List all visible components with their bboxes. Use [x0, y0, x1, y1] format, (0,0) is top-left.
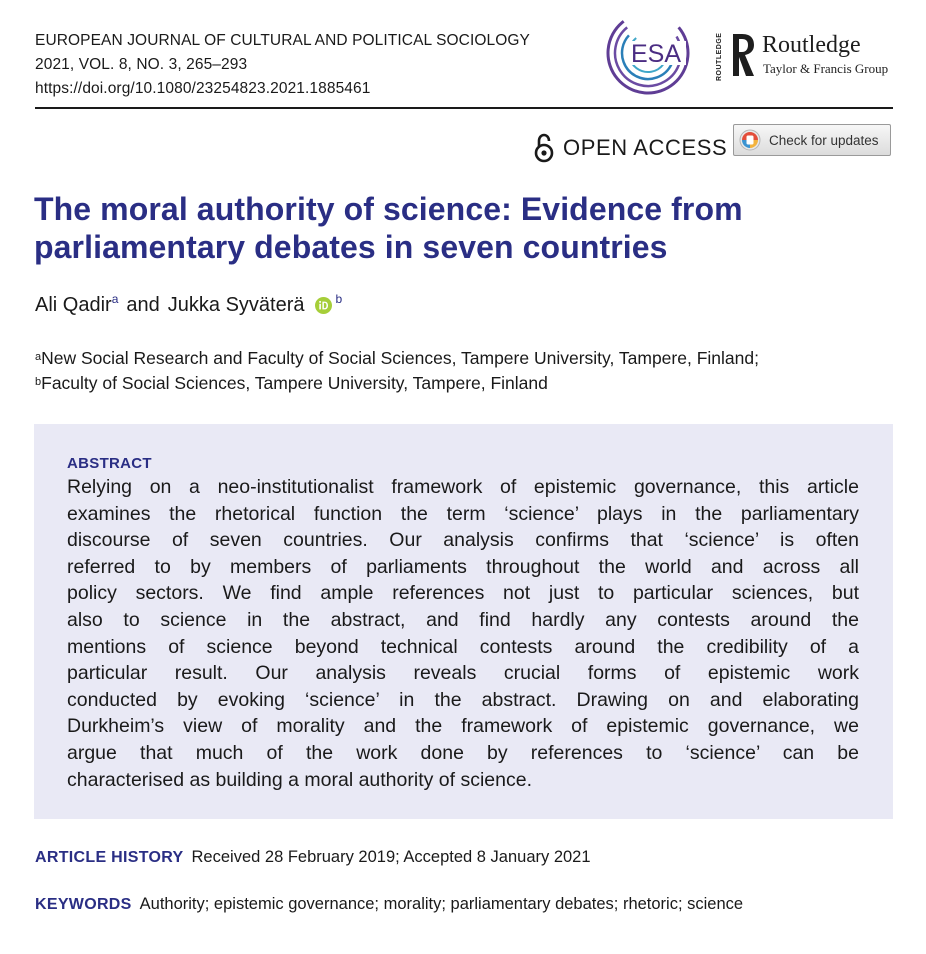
journal-volume: 2021, VOL. 8, NO. 3, 265–293: [35, 56, 248, 73]
keywords-label: KEYWORDS: [35, 896, 132, 913]
routledge-vertical-text: ROUTLEDGE: [716, 32, 723, 82]
open-access-lock-icon: [533, 133, 555, 163]
esa-logo: [604, 9, 696, 97]
abstract-line: also to science in the abstract, and find hardly any contests around the: [67, 608, 859, 631]
routledge-mark-icon: [730, 30, 756, 80]
abstract-line: mentions of science beyond technical contests around the credibility of a: [67, 635, 859, 658]
affiliation-text: New Social Research and Faculty of Social Sciences, Tampere University, Tampere, Finland;: [41, 348, 759, 368]
affiliation-line: [35, 371, 759, 396]
abstract-heading: ABSTRACT: [67, 455, 152, 472]
article-title-line-2: parliamentary debates in seven countries: [34, 229, 668, 265]
header-divider: [35, 107, 893, 109]
abstract-line: examines the rhetorical function the term ‘science’ plays in the parliamentary: [67, 502, 859, 525]
abstract-body: [67, 474, 859, 793]
orcid-icon[interactable]: [315, 297, 332, 314]
keywords-text: Authority; epistemic governance; morality; parliamentary debates; rhetoric; science: [139, 895, 744, 913]
journal-name: EUROPEAN JOURNAL OF CULTURAL AND POLITICAL SOCIOLOGY: [35, 32, 530, 49]
author-name[interactable]: Ali Qadir: [35, 294, 112, 316]
esa-logo-text: ESA: [630, 40, 682, 68]
article-history: [35, 848, 591, 867]
article-title-line-1: The moral authority of science: Evidence from: [34, 191, 743, 227]
keywords: [35, 895, 743, 914]
article-history-text: Received 28 February 2019; Accepted 8 January 2021: [191, 848, 591, 866]
abstract-line: policy sectors. We find ample references not just to particular sciences, but: [67, 582, 859, 605]
author-list: [35, 294, 342, 317]
abstract-line: discourse of seven countries. Our analysis confirms that ‘science’ is often: [67, 529, 859, 552]
author-name[interactable]: Jukka Syväterä: [167, 294, 305, 316]
author-affiliation-mark[interactable]: b: [335, 292, 343, 306]
abstract-line: conducted by evoking ‘science’ in the abstract. Drawing on and elaborating: [67, 688, 859, 711]
crossmark-icon: [739, 129, 761, 151]
journal-header: [35, 29, 530, 101]
journal-doi[interactable]: https://doi.org/10.1080/23254823.2021.1885461: [35, 80, 371, 97]
check-for-updates-label: Check for updates: [769, 132, 879, 148]
affiliation-mark: a: [35, 351, 42, 363]
routledge-group: Taylor & Francis Group: [763, 61, 889, 76]
routledge-logo: [716, 30, 906, 82]
check-for-updates-button[interactable]: [733, 124, 891, 156]
abstract-line: characterised as building a moral authority of science.: [67, 768, 532, 791]
abstract-line: particular result. Our analysis reveals crucial forms of epistemic work: [67, 662, 859, 685]
abstract-line: argue that much of the work done by references to ‘science’ can be: [67, 741, 859, 764]
article-history-label: ARTICLE HISTORY: [35, 849, 184, 866]
abstract-line: Relying on a neo-institutionalist framework of epistemic governance, this article: [67, 476, 859, 498]
abstract-box: [34, 424, 893, 819]
open-access-badge: [533, 132, 727, 164]
author-affiliation-mark[interactable]: a: [111, 292, 119, 306]
affiliation-text: Faculty of Social Sciences, Tampere University, Tampere, Finland: [41, 373, 548, 393]
affiliations: [35, 346, 759, 396]
article-title: [34, 190, 904, 266]
abstract-line: referred to by members of parliaments throughout the world and across all: [67, 555, 859, 578]
open-access-label: OPEN ACCESS: [563, 135, 728, 160]
abstract-line: Durkheim’s view of morality and the framework of epistemic governance, we: [67, 715, 859, 738]
routledge-name: Routledge: [762, 32, 861, 58]
affiliation-mark: b: [35, 376, 42, 388]
author-separator: and: [126, 294, 160, 316]
affiliation-line: [35, 346, 759, 371]
